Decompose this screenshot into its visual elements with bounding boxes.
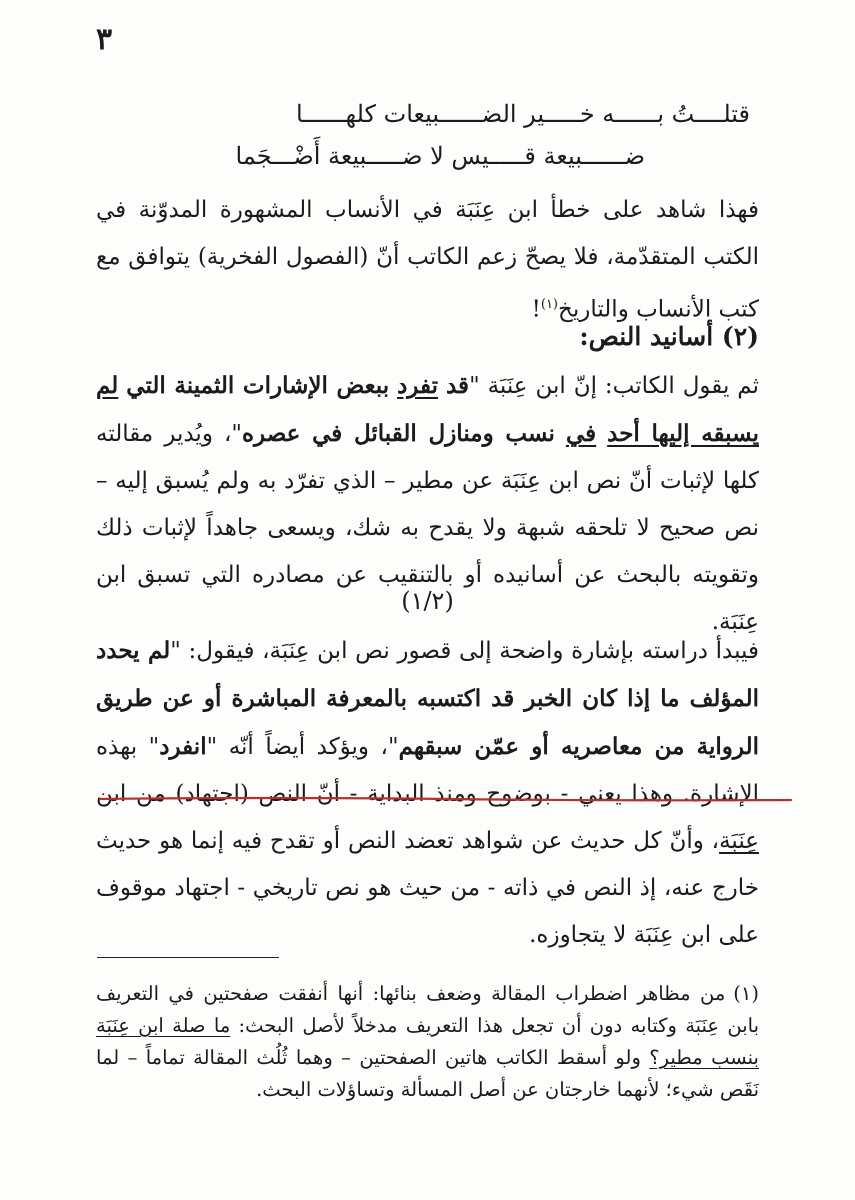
footnote-text-1: من مظاهر اضطراب المقالة وضعف بنائها: أنها أنفقت صفحتين في التعريف بابن عِنَبَة وكتابه دون أن تجعل هذا التعريف مدخلاً لأصل البحث: — [96, 982, 759, 1037]
footnote — [96, 978, 759, 1106]
footnote-separator — [97, 957, 279, 958]
p3-text-3: " بهذه الإشارة. وهذا يعني - بوضوح ومنذ البداية - أنّ النص (اجتهاد) من ابن — [96, 734, 759, 807]
p2-bold-1: قد — [445, 372, 470, 399]
p3-bold-quote: لم يحدد المؤلف ما إذا كان الخبر قد اكتسبه بالمعرفة المباشرة أو عن طريق الرواية من معاصريه أو عمّن سبقهم — [96, 637, 759, 760]
p2-bold-underlined-3: في — [565, 420, 597, 447]
verse-line-1: قتلــــتُ بــــــه خـــــير الضــــــبيعات كلهــــــا — [296, 100, 750, 128]
red-pen-underline — [98, 796, 793, 802]
subsection-number: (١/٢) — [401, 587, 454, 615]
p2-bold-underlined-1: تفرد — [397, 372, 439, 399]
footnote-reference[interactable]: (١) — [540, 297, 558, 312]
p2-text-1: ثم يقول الكاتب: إنّ ابن عِنَبَة " — [469, 373, 760, 399]
p2-bold-3: نسب ومنازل القبائل في عصره — [241, 420, 555, 447]
p3-text-2: "، ويؤكد أيضاً أنّه " — [206, 734, 399, 760]
p3-text-1: فيبدأ دراسته بإشارة واضحة إلى قصور نص ابن عِنَبَة، فيقول: " — [170, 638, 759, 664]
footnote-text-2: ولو أسقط الكاتب هاتين الصفحتين – وهما ثُلُث المقالة تماماً – لما نَقَص شيء؛ لأنهما خارجتان عن أصل المسألة وتساؤلات البحث. — [96, 1046, 759, 1101]
p3-text-4: ، وأنّ كل حديث عن شواهد تعضد النص أو تقدح فيه إنما هو حديث خارج عنه، إذ النص في ذاته - من حيث هو نص تاريخي - اجتهاد موقوف على ابن عِنَبَة لا يتجاوزه. — [96, 828, 759, 948]
verse-line-2: ضــــــبيعة قـــــيس لا ضـــــبيعة أَضْـــجَما — [235, 142, 645, 170]
page-number: ٣ — [96, 22, 113, 57]
p2-bold-underlined-2: لم يسبقه إليها أحد — [96, 372, 760, 447]
paragraph-1-text: فهذا شاهد على خطأ ابن عِنَبَة في الأنساب المشهورة المدوّنة في الكتب المتقدّمة، فلا يصحّ زعم الكاتب أنّ (الفصول الفخرية) يتوافق مع كتب الأنساب والتاريخ — [96, 197, 759, 323]
paragraph-3 — [96, 627, 759, 959]
paragraph-1 — [96, 187, 759, 334]
footnote-underlined-question: ما صلة ابن عِنَبَة بنسب مطير؟ — [96, 1014, 759, 1069]
paragraph-1-end: ! — [531, 296, 541, 323]
p2-bold-2: ببعض الإشارات الثمينة التي — [126, 372, 390, 399]
section-heading: (٢) أسانيد النص: — [579, 322, 759, 351]
p2-text-2: "، ويُدير مقالته كلها لإثبات أنّ نص ابن عِنَبَة عن مطير – الذي تفرّد به ولم يُسبق إليه – نص صحيح لا تلحقه شبهة ولا يقدح به شك، ويسعى جاهداً لإثبات ذلك وتقويته بالبحث عن أسانيده أو بالتنقيب عن مصادره التي تسبق ابن عِنَبَة. — [96, 421, 759, 635]
p3-underlined-name: عِنَبَة — [719, 828, 759, 854]
footnote-marker: (١) — [733, 982, 759, 1005]
p3-bold-word: انفرد — [159, 733, 207, 760]
